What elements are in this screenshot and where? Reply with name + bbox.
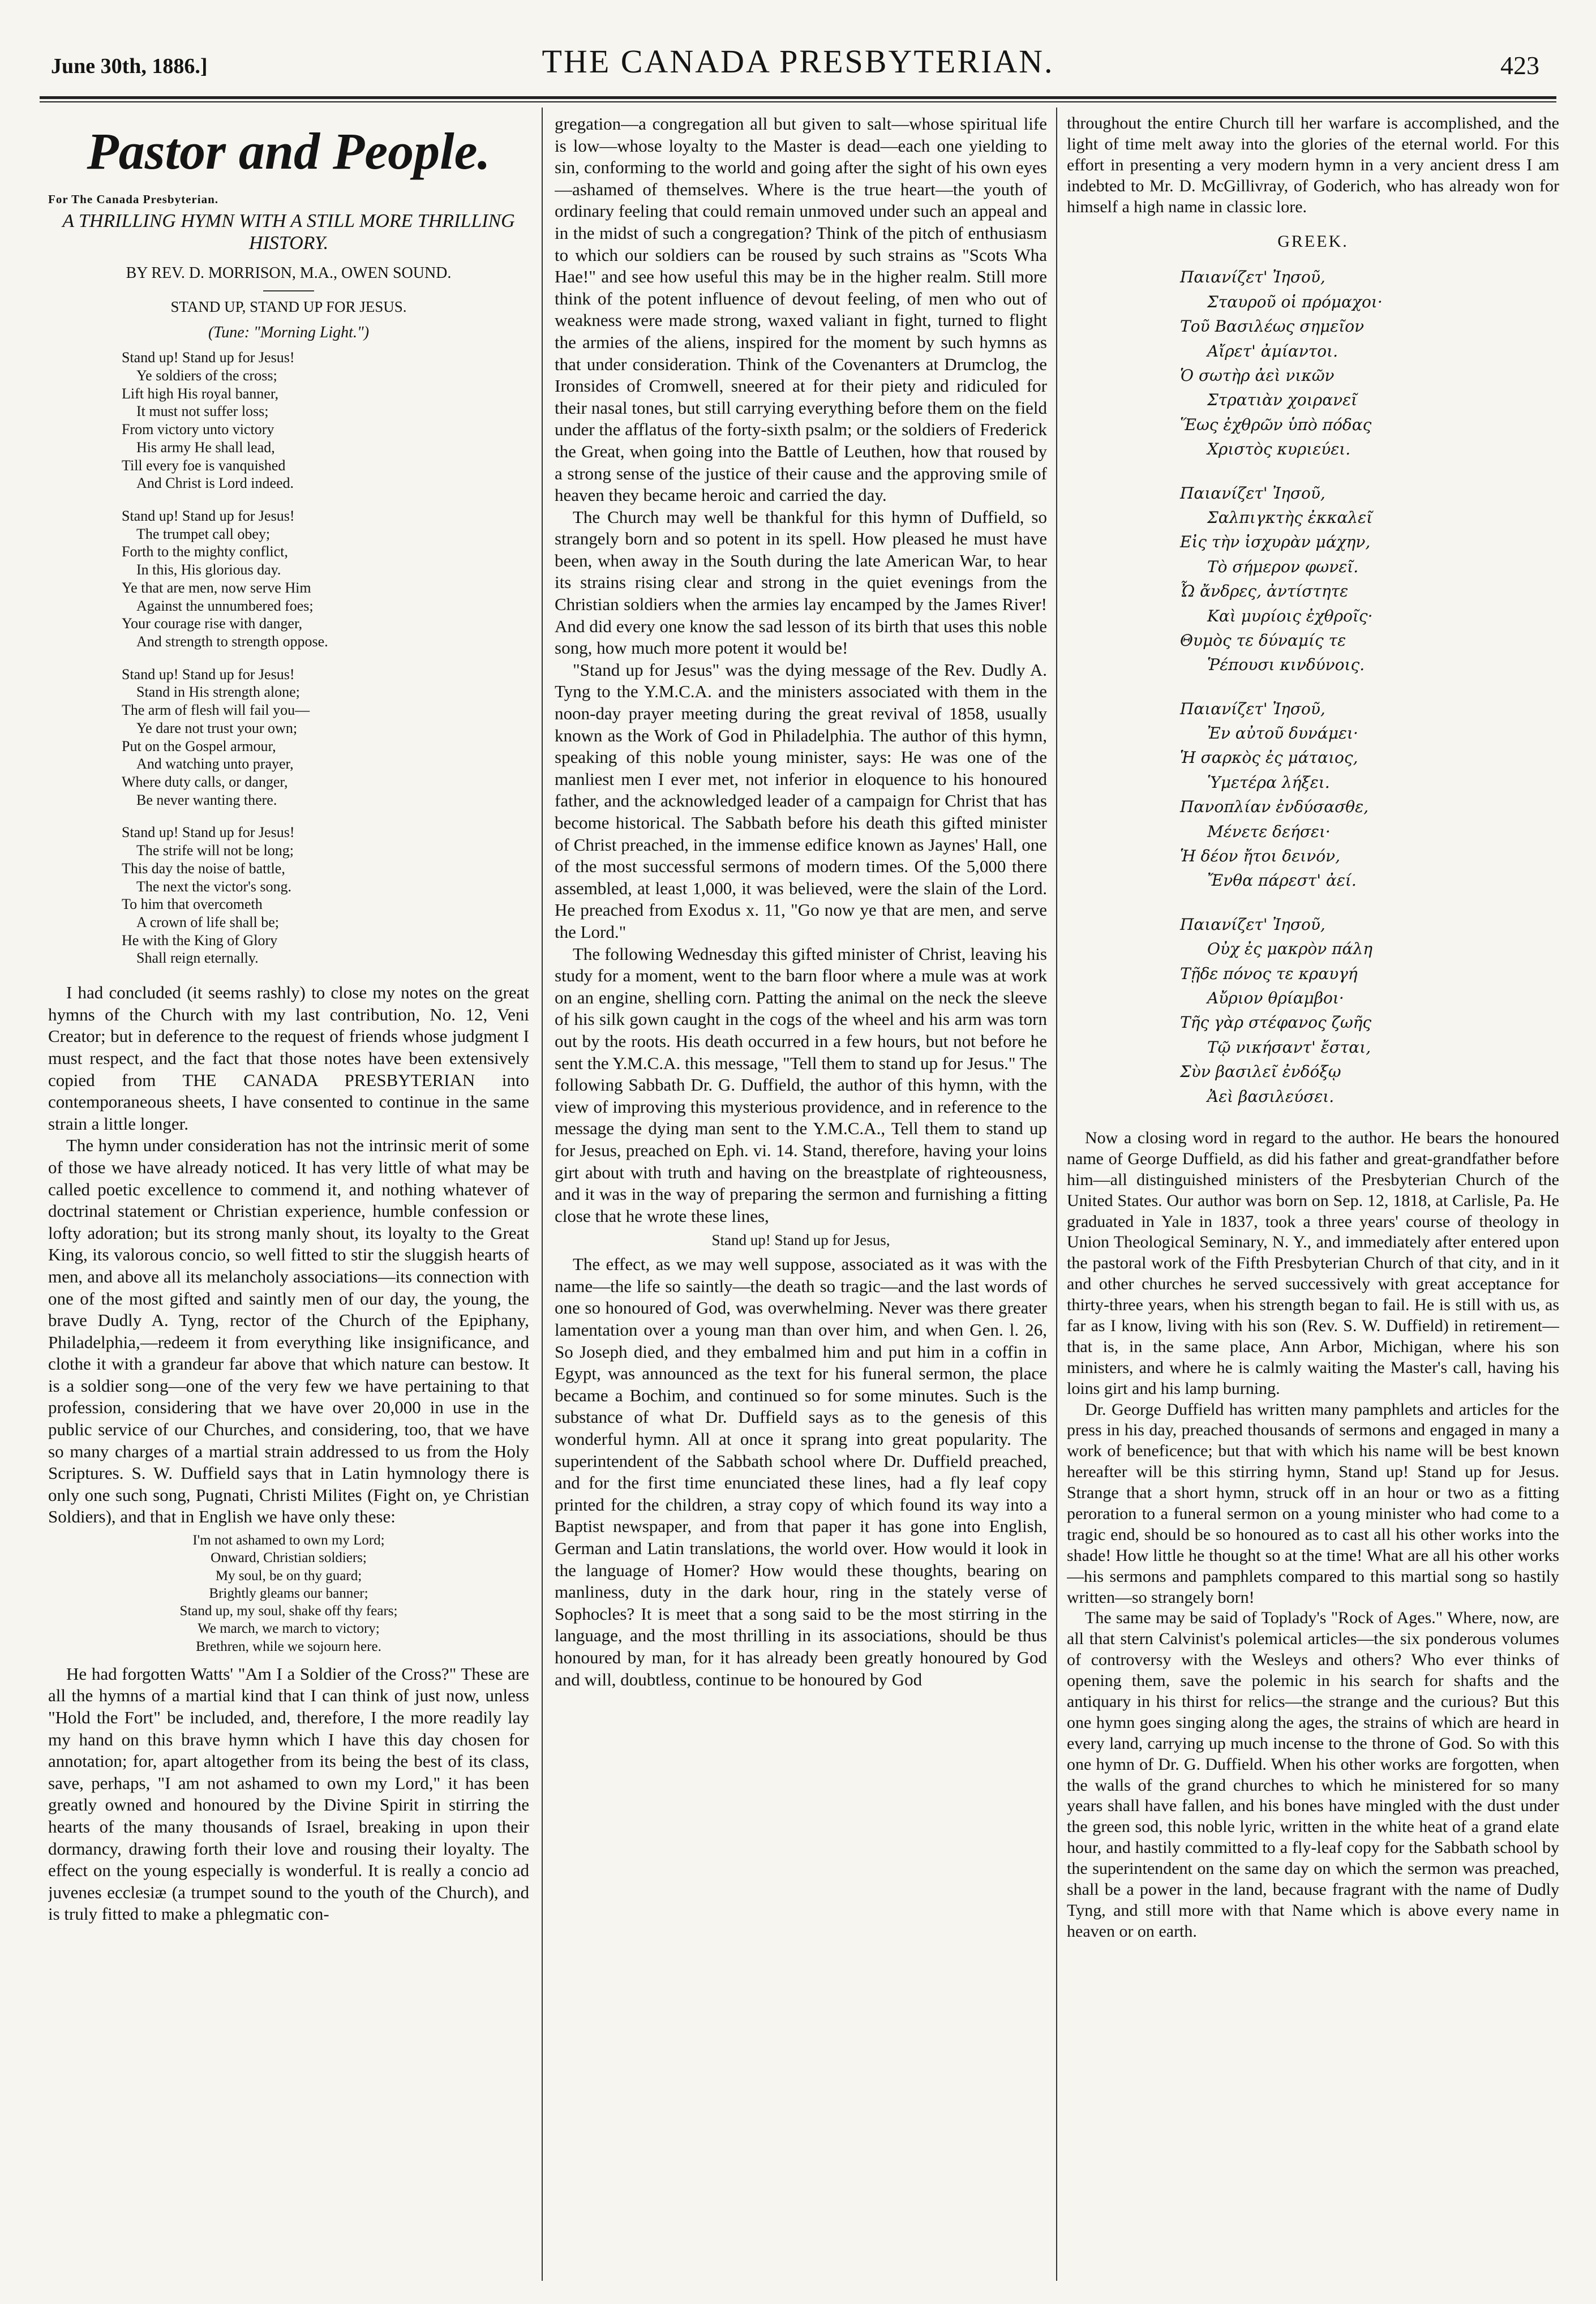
verse-line: The trumpet call obey; (136, 525, 271, 542)
verse-line: It must not suffer loss; (136, 403, 269, 420)
greek-line: Παιανίζετ' Ἰησοῦ, (1180, 268, 1325, 287)
hymn-stanza (122, 823, 529, 967)
column-divider (542, 108, 543, 2281)
greek-line: Αἴρετ' ἀμίαντοι. (1207, 341, 1338, 361)
quote-line: We march, we march to victory; (198, 1621, 380, 1637)
column-1 (48, 113, 529, 2281)
greek-line: Ὁ σωτὴρ ἀεὶ νικῶν (1180, 366, 1335, 385)
hymn-stanza (122, 507, 529, 651)
verse-line: A crown of life shall be; (136, 914, 279, 931)
verse-line: And watching unto prayer, (136, 756, 294, 773)
greek-line: Τῷ νικήσαντ' ἔσται, (1207, 1037, 1371, 1057)
header-rule-thick (40, 96, 1556, 99)
verse-line: Till every foe is vanquished (122, 457, 286, 474)
quote-line: Brethren, while we sojourn here. (196, 1638, 381, 1654)
greek-line: Τῇδε πόνος τε κραυγή (1180, 964, 1358, 983)
verse-line: Against the unnumbered foes; (136, 597, 314, 614)
greek-line: Καὶ μυρίοις ἐχθροῖς· (1207, 606, 1373, 625)
divider (263, 290, 314, 291)
hymn-tune: (Tune: "Morning Light.") (208, 324, 370, 342)
greek-line: Τοῦ Βασιλέως σημεῖον (1180, 317, 1365, 336)
verse-line: Put on the Gospel armour, (122, 737, 276, 754)
greek-line: Χριστὸς κυριεύει. (1207, 440, 1351, 459)
verse-line: To him that overcometh (122, 896, 263, 913)
hymn-first-line: Stand up! Stand up for Jesus, (711, 1232, 890, 1249)
verse-line: And strength to strength oppose. (136, 633, 328, 650)
verse-line: Stand up! Stand up for Jesus! (122, 349, 295, 366)
article-paragraph: The following Wednesday this gifted minister of Christ, leaving his study for a moment, went to the barn floor where a mule was at work on an engine, shelling corn. Patting the animal on the neck the sleeve of his silk gown caught in the cogs of the wheel and his arm was torn out by the roots. His death occurred in a few hours, but not before he sent the Y.M.C.A. this message, "Tell them to stand up for Jesus." The following Sabbath Dr. G. Duffield, the author of this hymn, with the view of improving this mysterious providence, and in reference to the message the dying man sent to the Y.M.C.A., Tell them to stand up for Jesus, preached on Eph. vi. 14. Stand, therefore, having your loins girt about with truth and having on the breastplate of righteousness, and it was in the way of preparing the sermon and furnishing a fitting close that he wrote these lines, (555, 943, 1047, 1226)
quote-line: Onward, Christian soldiers; (211, 1550, 367, 1566)
verse-line: Be never wanting there. (136, 791, 277, 808)
article-paragraph: Now a closing word in regard to the author. He bears the honoured name of George Duffield, as did his father and great-grandfather before him—all distinguished ministers of the Presbyterian Church of the United States. Our author was born on Sep. 12, 1818, at Carlisle, Pa. He graduated in Yale in 1837, took a three years' course of theology in Union Theological Seminary, N. Y., and immediately after entered upon the pastoral work of the Fifth Presbyterian Church of that city, and in it and other churches he served successively with great acceptance for thirty-three years, when his strength began to fail. He is still with us, as far as I know, living with his son (Rev. S. W. Duffield) in retirement—that is, in the same place, Ann Arbor, Michigan, where his son ministers, and where he is calmly waiting the Master's call, having his loins girt and his lamp burning. (1067, 1128, 1559, 1398)
greek-line: Τῆς γὰρ στέφανος ζωῆς (1180, 1013, 1372, 1032)
verse-line: From victory unto victory (122, 421, 274, 438)
greek-line: Ἡ σαρκὸς ἐς μάταιος, (1180, 748, 1358, 767)
issue-date: June 30th, 1886.] (51, 54, 208, 78)
article-paragraph: I had concluded (it seems rashly) to close my notes on the great hymns of the Church with my last contribution, No. 12, Veni Creator; but in deference to the request of friends whose judgment I must respect, and the fact that those notes have been extensively copied from THE CANADA PRESBYTERIAN into contemporaneous sheets, I have consented to continue in the same strain a little longer. (48, 982, 529, 1134)
quote-line: Stand up, my soul, shake off thy fears; (179, 1603, 398, 1619)
verse-line: He with the King of Glory (122, 932, 278, 949)
greek-line: Σταυροῦ οἱ πρόμαχοι· (1207, 292, 1383, 311)
verse-line: Stand up! Stand up for Jesus! (122, 824, 295, 841)
verse-line: Stand up! Stand up for Jesus! (122, 507, 295, 524)
verse-line: The arm of flesh will fail you— (122, 702, 310, 719)
article-paragraph: throughout the entire Church till her warfare is accomplished, and the light of time melt away into the glories of the eternal world. For this effort in presenting a very modern hymn in a very ancient dress I am indebted to Mr. D. McGillivray, of Goderich, who has already won for himself a high name in classic lore. (1067, 114, 1559, 216)
quote-line: I'm not ashamed to own my Lord; (192, 1533, 385, 1548)
article-paragraph: The Church may well be thankful for this hymn of Duffield, so strangely born and so potent in its spell. How pleased he must have been, when away in the South during the late American War, to hear its strains rising clear and strong in the quiet evenings from the Christian soldiers when the armies lay encamped by the James River! And did every one know the sad lesson of its birth that uses this noble song, how much more potent it would be! (555, 507, 1047, 658)
verse-line: His army He shall lead, (136, 439, 275, 456)
greek-line: Στρατιὰν χοιρανεῖ (1207, 391, 1358, 410)
article-credit: For The Canada Presbyterian. (48, 192, 219, 206)
verse-line: Stand in His strength alone; (136, 684, 300, 701)
greek-stanza (1180, 697, 1559, 893)
hymn-stanza (122, 349, 529, 492)
greek-line: Σαλπιγκτὴς ἐκκαλεῖ (1207, 508, 1373, 527)
verse-line: Ye soldiers of the cross; (136, 367, 277, 384)
article-paragraph: The same may be said of Toplady's "Rock of Ages." Where, now, are all that stern Calvinist's polemical articles—the six ponderous volumes of controversy with the Wesleys and others? Who ever thinks of opening them, save the polemic in his search for shafts and the antiquary in his thirst for relics—the strange and the curious? But this one hymn goes singing along the ages, the strains of which are heard in every land, carrying up much incense to the throne of God. So with this one hymn of Dr. G. Duffield. When his other works are forgotten, when the walls of the grand churches to which he ministered for so many years shall have fallen, and his bones have mingled with the dust under the green sod, this noble lyric, written in the white heat of a grand elate hour, and hastily committed to a fly-leaf copy for the Sabbath school by the superintendent on the same day on which the sermon was preached, shall be a power in the land, because fragrant with the name of Dudly Tyng, and still more with that Name which is above every name in heaven or on earth. (1067, 1608, 1559, 1941)
greek-line: Ὦ ἄνδρες, ἀντίστητε (1180, 582, 1349, 601)
greek-line: Πανοπλίαν ἐνδύσασθε, (1180, 797, 1369, 817)
verse-line: And Christ is Lord indeed. (136, 475, 294, 492)
greek-line: Οὐχ ἐς μακρὸν πάλη (1207, 939, 1372, 959)
header-rule-thin (40, 101, 1556, 102)
verse-line: The next the victor's song. (136, 878, 292, 895)
verse-line: Stand up! Stand up for Jesus! (122, 666, 295, 683)
quote-line: Brightly gleams our banner; (209, 1585, 368, 1601)
greek-line: Θυμὸς τε δύναμίς τε (1180, 630, 1346, 650)
verse-line: In this, His glorious day. (136, 561, 281, 578)
greek-line: Εἰς τὴν ἰσχυρὰν μάχην, (1180, 533, 1371, 552)
section-title: Pastor and People. (87, 122, 491, 180)
article-paragraph: The effect, as we may well suppose, associated as it was with the name—the life so saintly—the death so tragic—and the last words of one so honoured of God, was overwhelming. Never was there greater lamentation over a young man than over him, and when Gen. l. 26, So Joseph died, and they embalmed him and put him in a coffin in Egypt, was announced as the text for his funeral sermon, the place became a Bochim, and continued so for some minutes. Such is the substance of what Dr. Duffield says as to the genesis of this wonderful hymn. All at once it sprang into great popularity. The superintendent of the Sabbath school where Dr. Duffield preached, and for the first time enunciated these lines, had a fly leaf copy printed for the children, a stray copy of which found its way into a Baptist newspaper, and from that paper it has gone into English, German and Latin translations, the world over. How would it look in the language of Homer? How would these thoughts, bearing on manliness, duty in the dark hour, ring in the stately verse of Sophocles? It is meet that a song said to be the most stirring in the language, and the most thrilling in its associations, should be thus honoured by man, for it has already been greatly honoured by God and will, doubtless, continue to be honoured by God (555, 1254, 1047, 1689)
hymn-list-quote (48, 1531, 529, 1655)
greek-stanza (1180, 481, 1559, 677)
article-paragraph: The hymn under consideration has not the intrinsic merit of some of those we have already noticed. It has very little of what may be called poetic excellence to commend it, and nothing whatever of doctrinal statement or Christian experience, humble confession or lofty adoration; but its strong manly shout, its loyalty to the Great King, its valorous concio, so well fitted to stir the sluggish hearts of men, and above all its melancholy associations—its connection with one of the most gifted and saintly men of our day, the young, the brave Dudly A. Tyng, rector of the Church of the Epiphany, Philadelphia,—redeem it from everything like insignificance, and clothe it with a grandeur far above that which nature can bestow. It is a soldier song—one of the very few we have pertaining to that profession, considering that we have over 20,000 in use in the public service of our Churches, and considering, too, that we have so many charges of a martial strain addressed to us from the Holy Scriptures. S. W. Duffield says that in Latin hymnology there is only one such song, Pugnati, Christi Milites (Fight on, ye Christian Soldiers), and that in English we have only these: (48, 1135, 529, 1527)
verse-line: Ye dare not trust your own; (136, 719, 298, 736)
column-2 (555, 113, 1047, 2281)
verse-line: Ye that are men, now serve Him (122, 579, 311, 596)
hymn-stanza (122, 666, 529, 809)
greek-line: Ἐν αὐτοῦ δυνάμει· (1207, 724, 1358, 743)
greek-line: Ἀεὶ βασιλεύσει. (1207, 1087, 1335, 1106)
greek-line: Αὔριον θρίαμβοι· (1207, 989, 1344, 1007)
article-paragraph: "Stand up for Jesus" was the dying message of the Rev. Dudly A. Tyng to the Y.M.C.A. and the ministers associated with them in the noon-day prayer meeting during the great revival of 1858, usually known as the Work of God in Philadelphia. The author of this hymn, speaking of this noble young minister, says: He was one of the manliest men I ever met, not inferior in eloquence to his honoured father, and the acknowledged leader of a campaign for Christ that has become historical. The Sabbath before his death this gifted minister of Christ preached, in the immense edifice known as Jaynes' Hall, one of the most successful sermons of modern times. Of the 5,000 there assembled, at least 1,000, it was believed, were the slain of the Lord. He preached from Exodus x. 11, "Go now ye that are men, and serve the Lord." (555, 659, 1047, 942)
greek-line: Ἡ δέον ἤτοι δεινόν, (1180, 847, 1341, 866)
greek-stanza (1180, 912, 1559, 1109)
verse-line: The strife will not be long; (136, 842, 294, 859)
quote-line: My soul, be on thy guard; (215, 1568, 362, 1584)
greek-line: Παιανίζετ' Ἰησοῦ, (1180, 483, 1325, 503)
page-header (40, 31, 1556, 93)
greek-stanza (1180, 265, 1559, 461)
verse-line: Forth to the mighty conflict, (122, 543, 288, 560)
verse-line: This day the noise of battle, (122, 860, 285, 877)
greek-line: Ἔνθα πάρεστ' ἀεί. (1207, 871, 1357, 890)
hymn-title: STAND UP, STAND UP FOR JESUS. (170, 298, 407, 316)
newspaper-title: THE CANADA PRESBYTERIAN. (542, 43, 1054, 80)
greek-line: Παιανίζετ' Ἰησοῦ, (1180, 915, 1325, 934)
greek-line: Ῥέπουσι κινδύνοις. (1207, 655, 1365, 675)
page-number: 423 (1500, 51, 1539, 80)
greek-heading: GREEK. (1277, 232, 1349, 251)
greek-line: Παιανίζετ' Ἰησοῦ, (1180, 699, 1325, 718)
verse-line: Your courage rise with danger, (122, 615, 303, 632)
column-3 (1067, 113, 1559, 2281)
greek-line: Ὑμετέρα λήξει. (1207, 773, 1330, 792)
greek-line: Τὸ σήμερον φωνεῖ. (1207, 557, 1359, 576)
greek-line: Ἕως ἐχθρῶν ὑπὸ πόδας (1180, 415, 1372, 434)
verse-line: Shall reign eternally. (136, 950, 259, 967)
greek-line: Μένετε δεήσει· (1207, 822, 1331, 841)
greek-line: Σὺν βασιλεῖ ἐνδόξῳ (1180, 1062, 1341, 1082)
article-title: A THRILLING HYMN WITH A STILL MORE THRILLING HISTORY. (62, 211, 515, 254)
verse-line: Where duty calls, or danger, (122, 774, 288, 790)
verse-line: Lift high His royal banner, (122, 385, 278, 402)
article-paragraph: He had forgotten Watts' "Am I a Soldier of the Cross?" These are all the hymns of a martial kind that I can think of just now, unless "Hold the Fort" be included, and, therefore, I the more readily lay my hand on this brave hymn which I have this day chosen for annotation; for, apart altogether from its being the best of its class, save, perhaps, "I am not ashamed to own my Lord," it has been greatly owned and honoured by the Divine Spirit in stirring the hearts of the many thousands of Israel, breaking in upon their dormancy, drawing forth their love and rousing their loyalty. The effect on the young especially is wonderful. It is really a concio ad juvenes ecclesiæ (a trumpet sound to the youth of the Church), and is truly fitted to make a phlegmatic con- (48, 1663, 529, 1924)
article-paragraph: gregation—a congregation all but given to salt—whose spiritual life is low—whose loyalty to the Master is dead—each one yielding to sin, conforming to the world and going after the sight of his own eyes—ashamed of themselves. Where is the true heart—the youth of ordinary feeling that could remain unmoved under such an appeal and in the midst of such a congregation? Think of the pitch of enthusiasm to which our soldiers can be roused by such strains as "Scots Wha Hae!" and see how useful this may be in the higher realm. Still more think of the potent influence of devout feeling, of men who out of weakness were made strong, waxed valiant in fight, turned to flight the armies of the aliens, inspired for the moment by such hymns as that under consideration. Think of the Covenanters at Drumclog, the Ironsides of Cromwell, sneered at for their piety and ridiculed for their nasal tones, but still carrying everything before them on the field under the afflatus of the forty-sixth psalm; or the soldiers of Frederick the Great, when going into the Battle of Leuthen, how that roused by a strong sense of the justice of their cause and the approving smile of heaven they became heroic and carried the day. (555, 114, 1047, 505)
article-paragraph: Dr. George Duffield has written many pamphlets and articles for the press in his day, preached thousands of sermons and engaged in many a work of beneficence; but that with which his name will be best known hereafter will be this stirring hymn, Stand up! Stand up for Jesus. Strange that a short hymn, struck off in an hour or two as a fitting peroration to a funeral sermon on a young minister who had come to a tragic end, should be so honoured as to cast all his other works into the shade! How little he thought so at the time! What are all his other works—his sermons and pamphlets compared to this martial song so hastily written—so strangely born! (1067, 1400, 1559, 1607)
column-divider (1056, 108, 1057, 2281)
article-byline: BY REV. D. MORRISON, M.A., OWEN SOUND. (126, 264, 452, 282)
